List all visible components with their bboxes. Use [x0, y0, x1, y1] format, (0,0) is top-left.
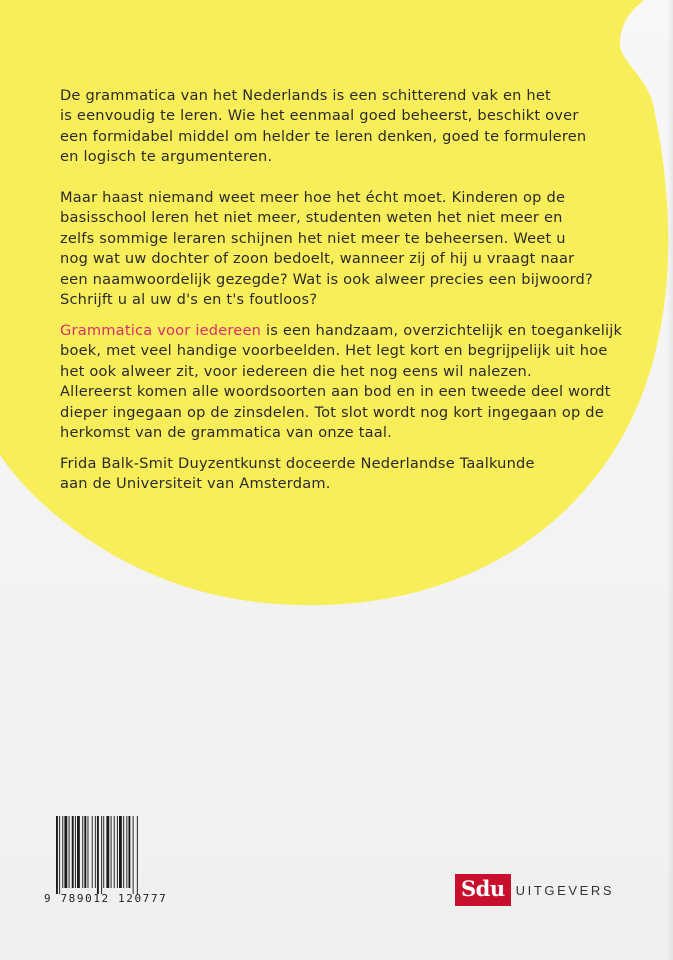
sdu-logo-mark: Sdu — [455, 874, 511, 906]
barcode-bar — [75, 816, 76, 888]
text-line: het ook alweer zit, voor iedereen die het nog eens wil nalezen. — [60, 362, 532, 380]
text-line: zelfs sommige leraren schijnen het niet meer te beheersen. Weet u — [60, 229, 566, 247]
barcode-bar — [101, 816, 102, 894]
intro-paragraph — [60, 86, 600, 168]
barcode-bar — [56, 816, 58, 894]
barcode-bar — [95, 816, 96, 888]
barcode-bar — [64, 816, 67, 888]
isbn-number: 9 789012 120777 — [44, 892, 168, 905]
text-line: basisschool leren het niet meer, studenten weten het niet meer en — [60, 209, 563, 227]
barcode-bar — [88, 816, 89, 888]
barcode-bar — [117, 816, 118, 888]
text-line: Schrijft u al uw d's en t's foutloos? — [60, 291, 318, 309]
barcode-bar — [72, 816, 74, 888]
barcode-bar — [123, 816, 124, 888]
text-line: en logisch te argumenteren. — [60, 148, 273, 166]
barcode-bar — [128, 816, 130, 888]
barcode-bar — [77, 816, 80, 888]
text-line: De grammatica van het Nederlands is een schitterend vak en het — [60, 87, 551, 104]
text-line: herkomst van de grammatica van onze taal. — [60, 424, 393, 442]
problem-paragraph — [60, 188, 600, 310]
page-edge-shadow — [667, 0, 673, 960]
text-line: boek, met veel handige voorbeelden. Het legt kort en begrijpelijk uit hoe — [60, 342, 608, 360]
text-line: een formidabel middel om helder te leren denken, goed te formuleren — [60, 127, 587, 145]
text-fragment: is een handzaam, overzichtelijk en toegankelijk — [261, 322, 623, 339]
barcode-bar — [126, 816, 127, 888]
barcode-bar — [106, 816, 109, 888]
book-title: Grammatica voor iedereen — [60, 322, 262, 339]
text-line — [60, 321, 623, 341]
barcode-bar — [103, 816, 104, 888]
publisher-logo — [455, 874, 614, 906]
barcode-bar — [133, 816, 134, 894]
barcode-bar — [59, 816, 60, 894]
barcode-bar — [82, 816, 83, 888]
barcode-bar — [114, 816, 115, 888]
text-line: dieper ingegaan op de zinsdelen. Tot slot wordt nog kort ingegaan op de — [60, 403, 604, 421]
barcode-bar — [119, 816, 122, 888]
barcode-bar — [92, 816, 93, 888]
author-paragraph — [60, 454, 600, 495]
barcode-bar — [84, 816, 86, 888]
barcode-bar — [62, 816, 63, 888]
barcode-bar — [97, 816, 99, 894]
barcode-icon — [54, 816, 168, 894]
text-line: is eenvoudig te leren. Wie het eenmaal goed beheerst, beschikt over — [60, 107, 579, 125]
book-description-paragraph — [60, 321, 623, 443]
barcode-bar — [137, 816, 138, 894]
text-line: nog wat uw dochter of zoon bedoelt, wanneer zij of hij u vraagt naar — [60, 250, 575, 268]
text-line: aan de Universiteit van Amsterdam. — [60, 475, 331, 493]
text-line: Allereerst komen alle woordsoorten aan bod en in een tweede deel wordt — [60, 383, 611, 401]
barcode-bar — [111, 816, 112, 888]
publisher-name: UITGEVERS — [515, 882, 615, 898]
text-line: Maar haast niemand weet meer hoe het écht moet. Kinderen op de — [60, 189, 566, 206]
text-line: een naamwoordelijk gezegde? Wat is ook alweer precies een bijwoord? — [60, 270, 593, 288]
text-line: Frida Balk-Smit Duyzentkunst doceerde Nederlandse Taalkunde — [60, 455, 535, 472]
barcode-bar — [69, 816, 70, 888]
